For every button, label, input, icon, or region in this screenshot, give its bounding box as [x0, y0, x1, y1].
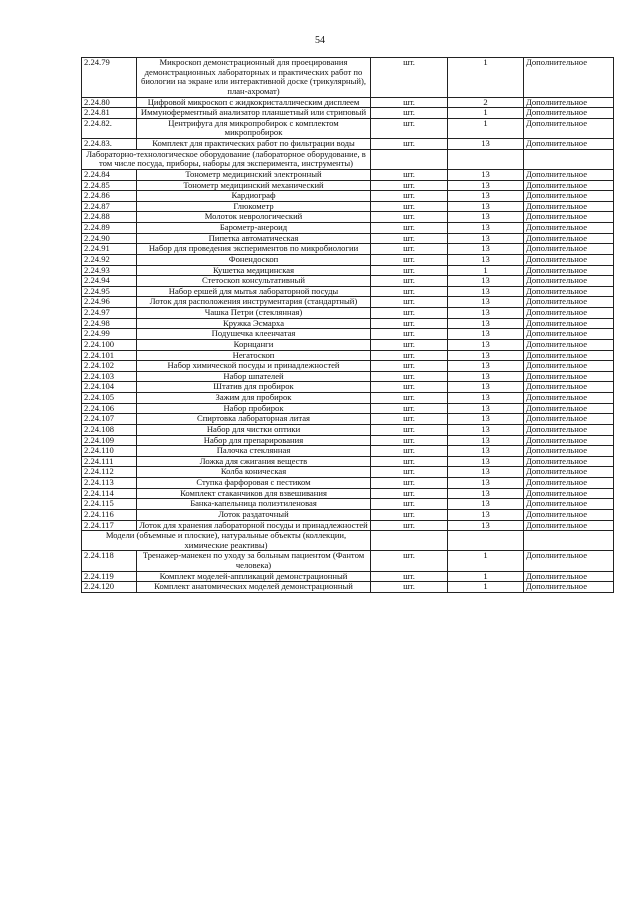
- item-unit: шт.: [371, 118, 448, 138]
- table-row: [82, 276, 614, 287]
- table-row: [82, 520, 614, 531]
- item-quantity: 13: [448, 393, 524, 404]
- item-quantity: 13: [448, 297, 524, 308]
- item-type: Дополнительное: [524, 180, 614, 191]
- item-unit: шт.: [371, 329, 448, 340]
- item-quantity: 13: [448, 499, 524, 510]
- item-type: Дополнительное: [524, 139, 614, 150]
- item-number: 2.24.95: [82, 286, 137, 297]
- item-quantity: 13: [448, 329, 524, 340]
- item-unit: шт.: [371, 286, 448, 297]
- item-type: Дополнительное: [524, 286, 614, 297]
- item-unit: шт.: [371, 371, 448, 382]
- item-type: Дополнительное: [524, 350, 614, 361]
- item-number: 2.24.83.: [82, 139, 137, 150]
- item-quantity: 13: [448, 478, 524, 489]
- item-type: Дополнительное: [524, 244, 614, 255]
- table-row: [82, 318, 614, 329]
- item-name: Иммуноферментный анализатор планшетный или стриповый: [137, 108, 371, 119]
- item-quantity: 13: [448, 467, 524, 478]
- item-quantity: 1: [448, 118, 524, 138]
- table-row: [82, 329, 614, 340]
- item-number: 2.24.90: [82, 233, 137, 244]
- item-type: Дополнительное: [524, 371, 614, 382]
- item-unit: шт.: [371, 350, 448, 361]
- item-type: Дополнительное: [524, 223, 614, 234]
- table-row: [82, 350, 614, 361]
- item-name: Набор ершей для мытья лабораторной посуды: [137, 286, 371, 297]
- item-unit: шт.: [371, 435, 448, 446]
- item-type: Дополнительное: [524, 414, 614, 425]
- item-name: Набор для препарирования: [137, 435, 371, 446]
- item-name: Центрифуга для микропробирок с комплектом микропробирок: [137, 118, 371, 138]
- item-number: 2.24.98: [82, 318, 137, 329]
- item-type: Дополнительное: [524, 571, 614, 582]
- item-type: Дополнительное: [524, 276, 614, 287]
- item-type: Дополнительное: [524, 509, 614, 520]
- item-name: Корнцанги: [137, 339, 371, 350]
- item-unit: шт.: [371, 265, 448, 276]
- item-type: Дополнительное: [524, 58, 614, 98]
- item-quantity: 1: [448, 582, 524, 593]
- table-row: [82, 139, 614, 150]
- table-row: [82, 244, 614, 255]
- item-number: 2.24.118: [82, 551, 137, 571]
- item-number: 2.24.110: [82, 446, 137, 457]
- table-row: [82, 180, 614, 191]
- item-quantity: 13: [448, 350, 524, 361]
- item-type: Дополнительное: [524, 456, 614, 467]
- item-unit: шт.: [371, 169, 448, 180]
- item-number: 2.24.107: [82, 414, 137, 425]
- item-name: Комплект стаканчиков для взвешивания: [137, 488, 371, 499]
- item-number: 2.24.89: [82, 223, 137, 234]
- item-number: 2.24.114: [82, 488, 137, 499]
- item-quantity: 13: [448, 446, 524, 457]
- table-row: [82, 191, 614, 202]
- item-number: 2.24.119: [82, 571, 137, 582]
- item-name: Молоток неврологический: [137, 212, 371, 223]
- item-name: Комплект анатомических моделей демонстрационный: [137, 582, 371, 593]
- item-name: Подушечка клеенчатая: [137, 329, 371, 340]
- item-number: 2.24.96: [82, 297, 137, 308]
- table-row: [82, 233, 614, 244]
- item-unit: шт.: [371, 254, 448, 265]
- section-row: [82, 149, 614, 169]
- item-unit: шт.: [371, 276, 448, 287]
- table-row: [82, 371, 614, 382]
- item-number: 2.24.84: [82, 169, 137, 180]
- item-quantity: 13: [448, 318, 524, 329]
- item-number: 2.24.117: [82, 520, 137, 531]
- item-number: 2.24.88: [82, 212, 137, 223]
- item-name: Тонометр медицинский механический: [137, 180, 371, 191]
- empty-cell: [524, 149, 614, 169]
- item-type: Дополнительное: [524, 424, 614, 435]
- item-unit: шт.: [371, 551, 448, 571]
- table-row: [82, 286, 614, 297]
- item-quantity: 13: [448, 139, 524, 150]
- item-number: 2.24.79: [82, 58, 137, 98]
- table-row: [82, 499, 614, 510]
- item-number: 2.24.82.: [82, 118, 137, 138]
- item-unit: шт.: [371, 499, 448, 510]
- table-row: [82, 361, 614, 372]
- item-type: Дополнительное: [524, 265, 614, 276]
- item-number: 2.24.99: [82, 329, 137, 340]
- table-row: [82, 118, 614, 138]
- item-quantity: 13: [448, 254, 524, 265]
- item-type: Дополнительное: [524, 233, 614, 244]
- item-name: Набор для чистки оптики: [137, 424, 371, 435]
- item-type: Дополнительное: [524, 467, 614, 478]
- item-quantity: 13: [448, 424, 524, 435]
- item-name: Штатив для пробирок: [137, 382, 371, 393]
- item-quantity: 1: [448, 108, 524, 119]
- item-number: 2.24.120: [82, 582, 137, 593]
- item-unit: шт.: [371, 456, 448, 467]
- item-number: 2.24.111: [82, 456, 137, 467]
- item-name: Пипетка автоматическая: [137, 233, 371, 244]
- item-number: 2.24.97: [82, 308, 137, 319]
- table-row: [82, 382, 614, 393]
- item-name: Негатоскоп: [137, 350, 371, 361]
- section-title: Модели (объемные и плоские), натуральные объекты (коллекции, химические реактивы): [82, 531, 371, 551]
- item-number: 2.24.108: [82, 424, 137, 435]
- item-name: Тренажер-манекен по уходу за больным пациентом (Фантом человека): [137, 551, 371, 571]
- table-row: [82, 169, 614, 180]
- section-row: [82, 531, 614, 551]
- item-type: Дополнительное: [524, 318, 614, 329]
- item-quantity: 13: [448, 191, 524, 202]
- item-number: 2.24.93: [82, 265, 137, 276]
- item-unit: шт.: [371, 403, 448, 414]
- item-name: Стетоскоп консультативный: [137, 276, 371, 287]
- item-quantity: 13: [448, 509, 524, 520]
- item-name: Зажим для пробирок: [137, 393, 371, 404]
- item-quantity: 13: [448, 435, 524, 446]
- item-type: Дополнительное: [524, 403, 614, 414]
- item-quantity: 13: [448, 308, 524, 319]
- equipment-table-body: [82, 58, 614, 593]
- item-unit: шт.: [371, 308, 448, 319]
- item-unit: шт.: [371, 201, 448, 212]
- item-unit: шт.: [371, 382, 448, 393]
- item-name: Комплект моделей-аппликаций демонстрационный: [137, 571, 371, 582]
- table-row: [82, 403, 614, 414]
- item-name: Чашка Петри (стеклянная): [137, 308, 371, 319]
- table-row: [82, 212, 614, 223]
- item-quantity: 13: [448, 456, 524, 467]
- table-row: [82, 297, 614, 308]
- item-name: Комплект для практических работ по фильтрации воды: [137, 139, 371, 150]
- item-quantity: 13: [448, 371, 524, 382]
- item-unit: шт.: [371, 191, 448, 202]
- item-unit: шт.: [371, 520, 448, 531]
- item-type: Дополнительное: [524, 551, 614, 571]
- item-unit: шт.: [371, 361, 448, 372]
- table-row: [82, 265, 614, 276]
- item-type: Дополнительное: [524, 108, 614, 119]
- item-quantity: 1: [448, 551, 524, 571]
- item-type: Дополнительное: [524, 118, 614, 138]
- item-type: Дополнительное: [524, 478, 614, 489]
- table-row: [82, 223, 614, 234]
- item-quantity: 13: [448, 223, 524, 234]
- table-row: [82, 254, 614, 265]
- item-number: 2.24.116: [82, 509, 137, 520]
- table-row: [82, 108, 614, 119]
- item-name: Банка-капельница полиэтиленовая: [137, 499, 371, 510]
- item-name: Колба коническая: [137, 467, 371, 478]
- table-row: [82, 467, 614, 478]
- empty-cell: [371, 531, 448, 551]
- item-number: 2.24.101: [82, 350, 137, 361]
- item-quantity: 13: [448, 212, 524, 223]
- item-type: Дополнительное: [524, 582, 614, 593]
- item-number: 2.24.86: [82, 191, 137, 202]
- table-row: [82, 456, 614, 467]
- item-unit: шт.: [371, 212, 448, 223]
- item-quantity: 13: [448, 233, 524, 244]
- item-unit: шт.: [371, 180, 448, 191]
- table-row: [82, 582, 614, 593]
- item-number: 2.24.94: [82, 276, 137, 287]
- item-unit: шт.: [371, 233, 448, 244]
- item-unit: шт.: [371, 318, 448, 329]
- item-name: Палочка стеклянная: [137, 446, 371, 457]
- table-row: [82, 446, 614, 457]
- item-name: Спиртовка лабораторная литая: [137, 414, 371, 425]
- table-row: [82, 551, 614, 571]
- item-quantity: 13: [448, 169, 524, 180]
- item-type: Дополнительное: [524, 488, 614, 499]
- item-name: Фонендоскоп: [137, 254, 371, 265]
- table-row: [82, 339, 614, 350]
- item-name: Глюкометр: [137, 201, 371, 212]
- table-row: [82, 478, 614, 489]
- item-type: Дополнительное: [524, 339, 614, 350]
- item-name: Тонометр медицинский электронный: [137, 169, 371, 180]
- item-quantity: 13: [448, 361, 524, 372]
- item-name: Набор пробирок: [137, 403, 371, 414]
- item-quantity: 13: [448, 520, 524, 531]
- item-quantity: 13: [448, 403, 524, 414]
- empty-cell: [448, 531, 524, 551]
- item-name: Лоток для расположения инструментария (стандартный): [137, 297, 371, 308]
- item-unit: шт.: [371, 139, 448, 150]
- item-unit: шт.: [371, 414, 448, 425]
- item-unit: шт.: [371, 339, 448, 350]
- table-row: [82, 571, 614, 582]
- item-name: Набор шпателей: [137, 371, 371, 382]
- page-number: 54: [315, 35, 325, 46]
- item-number: 2.24.109: [82, 435, 137, 446]
- item-type: Дополнительное: [524, 297, 614, 308]
- table-row: [82, 308, 614, 319]
- table-row: [82, 509, 614, 520]
- item-unit: шт.: [371, 488, 448, 499]
- item-name: Ложка для сжигания веществ: [137, 456, 371, 467]
- item-number: 2.24.100: [82, 339, 137, 350]
- item-unit: шт.: [371, 478, 448, 489]
- item-type: Дополнительное: [524, 308, 614, 319]
- item-type: Дополнительное: [524, 191, 614, 202]
- item-number: 2.24.80: [82, 97, 137, 108]
- item-quantity: 13: [448, 180, 524, 191]
- item-quantity: 13: [448, 286, 524, 297]
- item-number: 2.24.87: [82, 201, 137, 212]
- item-name: Кардиограф: [137, 191, 371, 202]
- item-number: 2.24.85: [82, 180, 137, 191]
- empty-cell: [448, 149, 524, 169]
- item-unit: шт.: [371, 571, 448, 582]
- table-row: [82, 393, 614, 404]
- item-number: 2.24.92: [82, 254, 137, 265]
- item-number: 2.24.81: [82, 108, 137, 119]
- item-number: 2.24.102: [82, 361, 137, 372]
- item-unit: шт.: [371, 97, 448, 108]
- item-quantity: 13: [448, 201, 524, 212]
- item-unit: шт.: [371, 446, 448, 457]
- item-type: Дополнительное: [524, 435, 614, 446]
- item-number: 2.24.105: [82, 393, 137, 404]
- item-type: Дополнительное: [524, 382, 614, 393]
- equipment-table: [81, 57, 614, 593]
- item-quantity: 13: [448, 488, 524, 499]
- item-quantity: 13: [448, 339, 524, 350]
- item-unit: шт.: [371, 297, 448, 308]
- item-type: Дополнительное: [524, 520, 614, 531]
- item-quantity: 2: [448, 97, 524, 108]
- item-number: 2.24.112: [82, 467, 137, 478]
- item-type: Дополнительное: [524, 254, 614, 265]
- item-type: Дополнительное: [524, 201, 614, 212]
- empty-cell: [524, 531, 614, 551]
- item-quantity: 13: [448, 276, 524, 287]
- item-unit: шт.: [371, 393, 448, 404]
- item-name: Ступка фарфоровая с пестиком: [137, 478, 371, 489]
- item-number: 2.24.113: [82, 478, 137, 489]
- item-type: Дополнительное: [524, 361, 614, 372]
- item-quantity: 1: [448, 571, 524, 582]
- item-type: Дополнительное: [524, 169, 614, 180]
- item-quantity: 1: [448, 265, 524, 276]
- item-unit: шт.: [371, 108, 448, 119]
- item-type: Дополнительное: [524, 97, 614, 108]
- item-name: Набор химической посуды и принадлежностей: [137, 361, 371, 372]
- item-name: Кушетка медицинская: [137, 265, 371, 276]
- item-quantity: 13: [448, 382, 524, 393]
- item-name: Барометр-анероид: [137, 223, 371, 234]
- table-row: [82, 201, 614, 212]
- item-quantity: 13: [448, 244, 524, 255]
- item-unit: шт.: [371, 244, 448, 255]
- item-unit: шт.: [371, 509, 448, 520]
- table-row: [82, 488, 614, 499]
- empty-cell: [371, 149, 448, 169]
- item-type: Дополнительное: [524, 446, 614, 457]
- section-title: Лабораторно-технологическое оборудование (лабораторное оборудование, в том числе посуда, приборы, наборы для эксперимента, инструменты): [82, 149, 371, 169]
- item-type: Дополнительное: [524, 329, 614, 340]
- item-name: Кружка Эсмарха: [137, 318, 371, 329]
- item-number: 2.24.115: [82, 499, 137, 510]
- item-type: Дополнительное: [524, 212, 614, 223]
- item-name: Лоток раздаточный: [137, 509, 371, 520]
- item-unit: шт.: [371, 467, 448, 478]
- table-row: [82, 424, 614, 435]
- item-number: 2.24.104: [82, 382, 137, 393]
- item-quantity: 1: [448, 58, 524, 98]
- item-type: Дополнительное: [524, 393, 614, 404]
- item-unit: шт.: [371, 582, 448, 593]
- item-number: 2.24.103: [82, 371, 137, 382]
- item-unit: шт.: [371, 223, 448, 234]
- item-unit: шт.: [371, 58, 448, 98]
- table-row: [82, 414, 614, 425]
- table-row: [82, 97, 614, 108]
- table-row: [82, 58, 614, 98]
- item-unit: шт.: [371, 424, 448, 435]
- item-type: Дополнительное: [524, 499, 614, 510]
- item-name: Лоток для хранения лабораторной посуды и принадлежностей: [137, 520, 371, 531]
- item-number: 2.24.91: [82, 244, 137, 255]
- item-name: Цифровой микроскоп с жидкокристаллическим дисплеем: [137, 97, 371, 108]
- item-number: 2.24.106: [82, 403, 137, 414]
- item-name: Набор для проведения экспериментов по микробиологии: [137, 244, 371, 255]
- table-row: [82, 435, 614, 446]
- item-quantity: 13: [448, 414, 524, 425]
- item-name: Микроскоп демонстрационный для проецирования демонстрационных лабораторных и практических работ по биологии на экране или интерактивной доске (трикулярный), план-ахромат): [137, 58, 371, 98]
